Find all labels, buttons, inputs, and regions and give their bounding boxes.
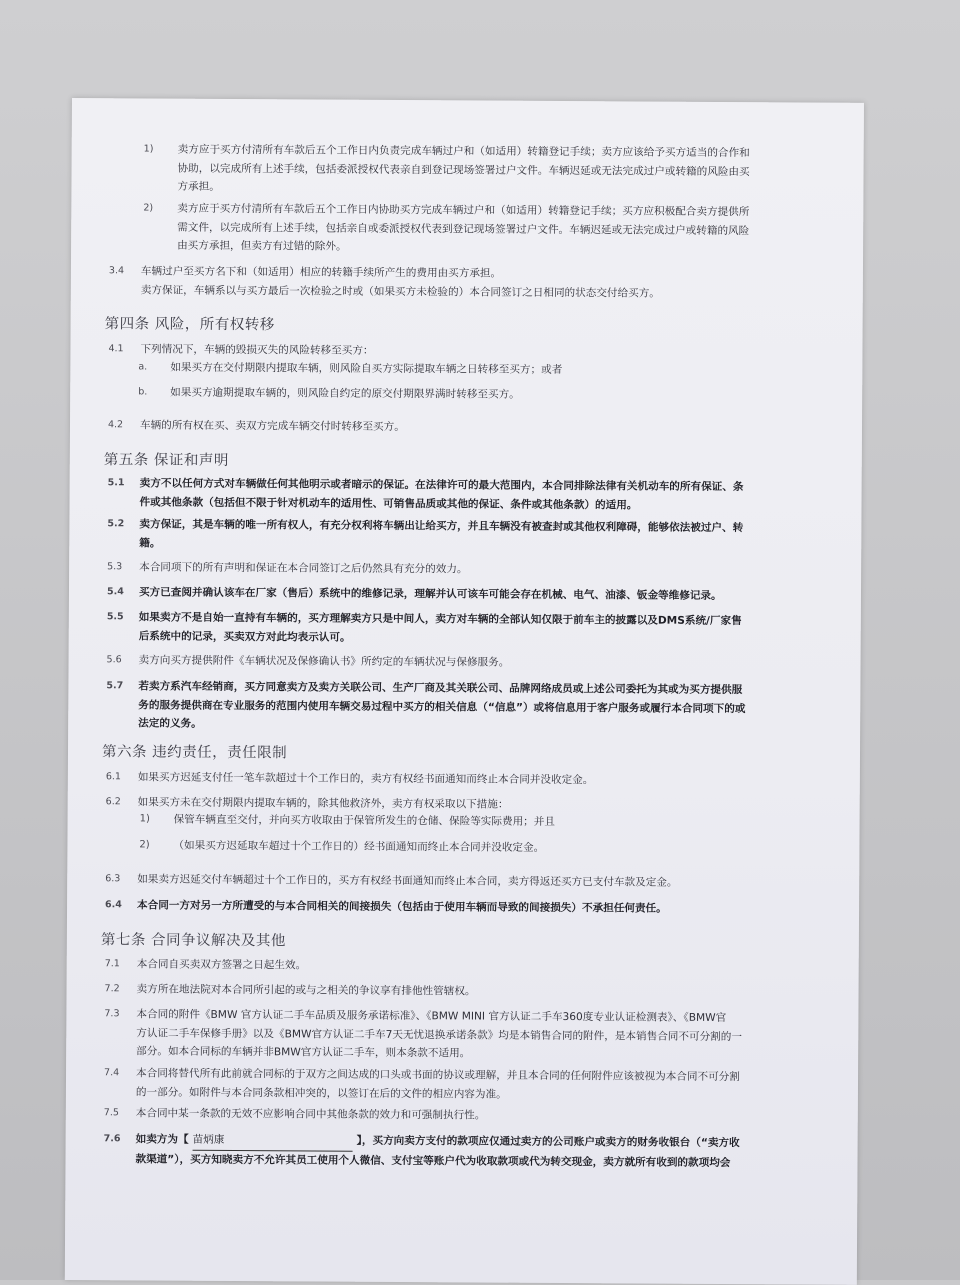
seller-name: 苗炳康 — [192, 1133, 225, 1146]
contract-page — [65, 98, 864, 1285]
text-line: 保管车辆直至交付，并向买方收取由于保管所发生的仓储、保险等实际费用；并且 — [173, 813, 555, 828]
clause-number: 5.1 — [107, 477, 125, 489]
text-line: 的一部分。如附件与本合同条款相冲突的，以签订在后的文件的相应内容为准。 — [135, 1085, 507, 1101]
text-line: 下列情况下，车辆的毁损灭失的风险转移至买方： — [140, 343, 374, 357]
clause-number: 7.6 — [103, 1133, 121, 1145]
text-line: 方承担。 — [177, 180, 220, 193]
text-line: 若卖方系汽车经销商，买方同意卖方及卖方关联公司、生产厂商及其关联公司、品牌网络成员或上述公司委托为其或为买方提供服 — [138, 680, 743, 697]
text-line: （如果买方迟延取车超过十个工作日的）经书面通知而终止本合同并没收定金。 — [173, 839, 545, 854]
clause-7-3 — [104, 1005, 824, 1060]
text-line: 卖方保证，其是车辆的唯一所有权人，有充分权利将车辆出让给买方，并且车辆没有被查封或其他权利障碍，能够依法被过户、转 — [139, 518, 744, 535]
item-number: 1) — [139, 813, 150, 825]
text-line: 后系统中的记录，买卖双方对此均表示认可。 — [138, 629, 351, 644]
clause-5-7 — [106, 677, 826, 730]
item-number: b. — [138, 386, 148, 398]
text-line: 卖方向买方提供附件《车辆状况及保修确认书》所约定的车辆状况与保修服务。 — [138, 654, 510, 669]
text-line: 法定的义务。 — [138, 717, 202, 730]
text-line: 协助，以完成所有上述手续，包括委派授权代表亲自到登记现场签署过户文件。车辆迟延或无法完成过户或转籍的风险由买 — [177, 162, 750, 178]
clause-4-1-a — [138, 358, 838, 377]
clause-6-2-item-2 — [139, 836, 839, 854]
clause-number: 5.7 — [106, 680, 124, 692]
text-line: 车辆过户至买方名下和（如适用）相应的转籍手续所产生的费用由买方承担。 — [140, 265, 502, 280]
clause-number: 4.2 — [107, 419, 124, 431]
text-line: 卖方应于买方付清所有车款后五个工作日内负责完成车辆过户和（如适用）转籍登记手续；卖方应该给予买方适当的合作和 — [177, 143, 750, 160]
clause-5-4 — [106, 583, 827, 602]
item-number: 2) — [139, 839, 150, 851]
clause-6-1 — [105, 768, 826, 787]
clause-number: 5.4 — [106, 586, 124, 598]
text-line: 如果买方未在交付期限内提取车辆的，除其他救济外，卖方有权采取以下措施： — [137, 796, 509, 811]
clause-5-5 — [106, 608, 827, 644]
clause-4-2 — [107, 416, 828, 434]
text-line: 务的服务提供商在专业服务的范围内使用车辆交易过程中买方的相关信息（“信息”）或将信息用于客户服务或履行本合同项下的或 — [138, 698, 746, 715]
text-line: 本合同项下的所有声明和保证在本合同签订之后仍然具有充分的效力。 — [139, 561, 468, 576]
text-line: 款渠道”），买方知晓卖方不允许其员工使用个人微信、支付宝等账户代为收取款项或代为转交现金，卖方就所有收到的款项均会 — [135, 1152, 731, 1169]
text-line: 如果买方迟延支付任一笔车款超过十个工作日的，卖方有权经书面通知而终止本合同并没收定金。 — [137, 771, 594, 787]
clause-6-2 — [105, 793, 826, 811]
clause-number: 6.1 — [105, 771, 121, 783]
clause-3-4 — [108, 262, 829, 300]
section-heading-4: 第四条 风险，所有权转移 — [104, 316, 275, 334]
seller-name-field — [193, 1131, 353, 1151]
clause-7-1 — [104, 955, 825, 972]
clause-6-4 — [105, 896, 825, 915]
text-line: 卖方所在地法院对本合同所引起的或与之相关的争议享有排他性管辖权。 — [136, 983, 476, 998]
clause-number: 7.5 — [103, 1107, 119, 1119]
clause-number: 3.4 — [108, 265, 125, 277]
clause-number: 5.6 — [106, 654, 122, 666]
clause-7-2 — [104, 980, 825, 998]
clause-5-2 — [107, 515, 827, 550]
item-number: 2) — [143, 202, 154, 214]
text-line: 本合同中某一条款的无效不应影响合同中其他条款的效力和可强制执行性。 — [135, 1107, 486, 1122]
text-line: 车辆的所有权在买、卖双方完成车辆交付时转移至买方。 — [139, 419, 405, 434]
clause-number: 5.3 — [107, 561, 123, 573]
item-number: 1) — [143, 143, 154, 155]
clause-5-3 — [107, 558, 827, 576]
clause-5-6 — [106, 651, 827, 669]
clause-number: 5.5 — [106, 611, 124, 623]
text-line: 本合同自买卖双方签署之日起生效。 — [136, 958, 307, 972]
seller-suffix: 】，买方向卖方支付的款项应仅通过卖方的公司账户或卖方的财务收银台（“卖方收 — [356, 1134, 740, 1150]
clause-number: 6.4 — [105, 899, 122, 911]
text-line: 籍。 — [139, 536, 161, 550]
clause-number: 6.3 — [105, 873, 121, 885]
text-line: 如果卖方迟延交付车辆超过十个工作日的，买方有权经书面通知而终止本合同，卖方得返还买方已支付车款及定金。 — [137, 873, 678, 889]
clause-7-6 — [103, 1130, 824, 1169]
seller-prefix: 如卖方为【 — [135, 1133, 189, 1146]
text-line: 如果买方逾期提取车辆的，则风险自约定的原交付期限界满时转移至买方。 — [170, 386, 520, 401]
text-line: 卖方不以任何方式对车辆做任何其他明示或者暗示的保证。在法律许可的最大范围内，本合同排除法律有关机动车的所有保证、条 — [139, 477, 744, 494]
text-line: 如果买方在交付期限内提取车辆，则风险自买方实际提取车辆之日转移至买方；或者 — [170, 361, 563, 377]
section-heading-5: 第五条 保证和声明 — [103, 452, 229, 469]
clause-number: 4.1 — [108, 343, 124, 355]
text-line: 部分。如本合同标的车辆并非BMW官方认证二手车，则本条款不适用。 — [136, 1045, 471, 1060]
clause-number: 7.4 — [104, 1067, 120, 1079]
item-number: a. — [138, 361, 148, 373]
clause-number: 5.2 — [107, 518, 125, 530]
clause-number: 7.2 — [104, 983, 120, 995]
text-line: 本合同的附件《BMW 官方认证二手车品质及服务承诺标准》、《BMW MINI 官方认证二手车360度专业认证检测表》、《BMW官 — [136, 1008, 727, 1025]
text-line: 本合同一方对另一方所遭受的与本合同相关的间接损失（包括由于使用车辆而导致的间接损失）不承担任何责任。 — [137, 899, 667, 915]
section-heading-7: 第七条 合同争议解决及其他 — [100, 932, 287, 950]
text-line: 卖方保证，车辆系以与买方最后一次检验之时或（如果买方未检验的）本合同签订之日相同的状态交付给买方。 — [140, 283, 660, 300]
clause-3-3-item-2 — [143, 199, 843, 253]
clause-3-3-item-1 — [143, 140, 844, 193]
text-line: 卖方应于买方付清所有车款后五个工作日内协助买方完成车辆过户和（如适用）转籍登记手续；买方应积极配合卖方提供所 — [177, 202, 750, 219]
clause-number: 7.1 — [104, 958, 120, 970]
clause-4-1-b — [138, 383, 838, 401]
clause-number: 6.2 — [105, 796, 121, 808]
text-line: 需文件，以完成所有上述手续，包括亲自或委派授权代表到登记现场签署过户文件。车辆迟延或无法完成过户或转籍的风险 — [177, 221, 750, 237]
text-line: 如果卖方不是自始一直持有车辆的，买方理解卖方只是中间人，卖方对车辆的全部认知仅限于前车主的披露以及DMS系统/厂家售 — [138, 611, 742, 628]
section-heading-6: 第六条 违约责任，责任限制 — [101, 744, 288, 762]
text-line: 方认证二手车保修手册》以及《BMW官方认证二手车7天无忧退换承诺条款》均是本销售合同的附件，是本销售合同不可分割的一 — [136, 1026, 743, 1043]
clause-5-1 — [107, 474, 828, 511]
text-line: 买方已查阅并确认该车在厂家（售后）系统中的维修记录，理解并认可该车可能会存在机械、电气、油漆、钣金等维修记录。 — [138, 586, 722, 602]
clause-7-4 — [104, 1064, 824, 1101]
text-line: 本合同将替代所有此前就合同标的于双方之间达成的口头或书面的协议或理解，并且本合同的任何附件应该被视为本合同不可分割 — [136, 1067, 740, 1084]
clause-number: 7.3 — [104, 1008, 120, 1020]
clause-6-3 — [105, 870, 825, 889]
clause-4-1 — [108, 340, 829, 357]
text-line: 由买方承担，但卖方有过错的除外。 — [177, 239, 347, 253]
text-line: 件或其他条款（包括但不限于针对机动车的适用性、可销售品质或其他的保证、条件或其他条款）的适用。 — [139, 495, 638, 511]
